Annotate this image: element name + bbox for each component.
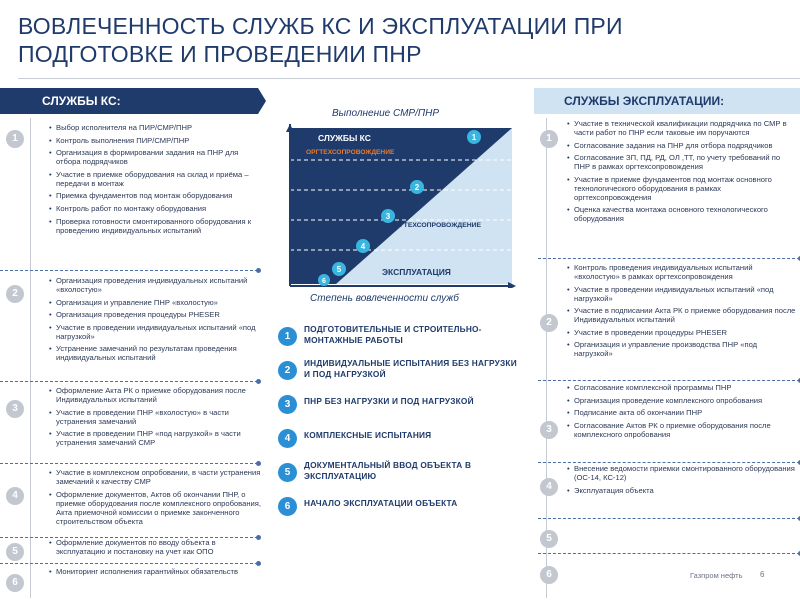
right-stage-number: 6 — [540, 566, 558, 584]
orgtech-label: ОРГТЕХСОПРОВОЖДЕНИЕ — [390, 222, 482, 229]
list-item: • Организация и управление ПНР «вхолостую» — [48, 298, 264, 307]
step-number: 6 — [278, 497, 297, 516]
list-item: • Оформление документов по вводу объекта в эксплуатацию и постановку на учет как ОПО — [48, 538, 264, 556]
diagram-top-label: Выполнение СМР/ПНР — [332, 108, 440, 119]
left-stage-5-list — [48, 538, 264, 560]
step-item — [276, 426, 530, 460]
right-timeline — [546, 118, 547, 598]
list-item: • Участие в проведении процедуры PHESER — [566, 328, 796, 337]
left-stage-3-list — [48, 386, 264, 451]
stage-divider — [0, 563, 258, 564]
ks-services-header: СЛУЖБЫ КС: — [0, 88, 258, 114]
stage-divider — [0, 270, 258, 271]
list-item: • Согласование комплексной программы ПНР — [566, 383, 796, 392]
left-stage-number: 2 — [6, 285, 24, 303]
list-item: • Организация проведения индивидуальных испытаний «вхолостую» — [48, 276, 264, 294]
list-item: • Участие в приемке фундаментов под монтаж основного технологического оборудования в рамках оргтехсопровождения — [566, 175, 796, 202]
step-number: 2 — [278, 361, 297, 380]
page-number: 6 — [760, 570, 765, 579]
brand-logo: Газпром нефть — [690, 571, 743, 580]
stage-divider — [538, 380, 800, 381]
list-item: • Организация и управление производства ПНР «под нагрузкой» — [566, 340, 796, 358]
exploitation-services-header: СЛУЖБЫ ЭКСПЛУАТАЦИИ: — [534, 88, 800, 114]
step-number: 1 — [278, 327, 297, 346]
title-divider — [18, 78, 800, 79]
step-text: ДОКУМЕНТАЛЬНЫЙ ВВОД ОБЪЕКТА В ЭКСПЛУАТАЦИЮ — [304, 460, 472, 481]
step-text: ПНР БЕЗ НАГРУЗКИ И ПОД НАГРУЗКОЙ — [304, 396, 474, 406]
right-stage-3-list — [566, 383, 796, 442]
left-stage-1-list — [48, 123, 264, 238]
diagram-bottom-label: Степень вовлеченности служб — [310, 293, 459, 304]
list-item: • Контроль выполнения ПИР/СМР/ПНР — [48, 136, 264, 145]
step-text: КОМПЛЕКСНЫЕ ИСПЫТАНИЯ — [304, 430, 432, 440]
list-item: • Оформление Акта РК о приемке оборудования после Индивидуальных испытаний — [48, 386, 264, 404]
diagram-marker-label: 3 — [385, 212, 391, 221]
diagram-marker-label: 1 — [471, 133, 477, 142]
stage-divider — [0, 463, 258, 464]
page-title: ВОВЛЕЧЕННОСТЬ СЛУЖБ КС И ЭКСПЛУАТАЦИИ ПРИ ПОДГОТОВКЕ И ПРОВЕДЕНИИ ПНР — [18, 13, 623, 67]
left-timeline — [30, 118, 31, 598]
left-stage-6-list — [48, 567, 264, 580]
left-stage-number: 5 — [6, 543, 24, 561]
left-stage-number: 3 — [6, 400, 24, 418]
list-item: • Участие в проведении ПНР «под нагрузкой» в части устранения замечаний СМР — [48, 429, 264, 447]
step-text: НАЧАЛО ЭКСПЛУАТАЦИИ ОБЪЕКТА — [304, 498, 458, 508]
list-item: • Контроль проведения индивидуальных испытаний «вхолостую» в рамках оргтехсопровождения — [566, 263, 796, 281]
list-item: • Проверка готовности смонтированного оборудования к проведению индивидуальных испытаний — [48, 217, 264, 235]
right-stage-number: 1 — [540, 130, 558, 148]
stage-divider — [538, 553, 800, 554]
list-item: • Оценка качества монтажа основного технологического оборудования — [566, 205, 796, 223]
step-number: 5 — [278, 463, 297, 482]
left-stage-2-list — [48, 276, 264, 366]
stage-divider — [538, 518, 800, 519]
stage-divider — [0, 381, 258, 382]
right-stage-4-list — [566, 464, 796, 498]
list-item: • Участие в проведении ПНР «вхолостую» в части устранения замечаний — [48, 408, 264, 426]
involvement-diagram-svg — [286, 124, 516, 288]
step-item — [276, 324, 530, 358]
list-item: • Выбор исполнителя на ПИР/СМР/ПНР — [48, 123, 264, 132]
exploitation-label: ЭКСПЛУАТАЦИЯ — [382, 267, 451, 277]
right-stage-number: 4 — [540, 478, 558, 496]
right-stage-number: 2 — [540, 314, 558, 332]
involvement-diagram — [286, 124, 516, 288]
list-item: • Подписание акта об окончании ПНР — [566, 408, 796, 417]
list-item: • Эксплуатация объекта — [566, 486, 796, 495]
right-stage-2-list — [566, 263, 796, 362]
list-item: • Приемка фундаментов под монтаж оборудования — [48, 191, 264, 200]
list-item: • Организация в формировании задания на ПНР для отбора подрядчиков — [48, 148, 264, 166]
list-item: • Участие в проведении индивидуальных испытаний «под нагрузкой» — [566, 285, 796, 303]
list-item: • Внесение ведомости приемки смонтированного оборудования (ОС-14, КС-12) — [566, 464, 796, 482]
stage-steps — [276, 324, 530, 528]
list-item: • Мониторинг исполнения гарантийных обязательств — [48, 567, 264, 576]
step-item — [276, 358, 530, 392]
diagram-marker-label: 4 — [360, 242, 366, 251]
step-item — [276, 392, 530, 426]
list-item: • Согласование Актов РК о приемке оборудования после комплексного опробования — [566, 421, 796, 439]
diagram-marker-label: 6 — [322, 278, 326, 285]
ks-label: СЛУЖБЫ КС — [318, 133, 371, 143]
step-text: ПОДГОТОВИТЕЛЬНЫЕ И СТРОИТЕЛЬНО-МОНТАЖНЫЕ РАБОТЫ — [304, 324, 482, 345]
list-item: • Согласование ЗП, ПД, РД, ОЛ ,ТТ, по учету требований по ПНР в рамках оргтехсопровождения — [566, 153, 796, 171]
step-text: ИНДИВИДУАЛЬНЫЕ ИСПЫТАНИЯ БЕЗ НАГРУЗКИ И ПОД НАГРУЗКОЙ — [304, 358, 517, 379]
list-item: • Участие в проведении индивидуальных испытаний «под нагрузкой» — [48, 323, 264, 341]
left-stage-number: 4 — [6, 487, 24, 505]
list-item: • Оформление документов, Актов об окончании ПНР, о приемке оборудования после комплексного опробования, Акта приемочной комиссии о приемке законченного строительством объекта — [48, 490, 264, 526]
right-stage-number: 3 — [540, 421, 558, 439]
ks-sub-label: ОРГТЕХСОПРОВОЖДЕНИЕ — [306, 149, 395, 156]
stage-divider — [538, 462, 800, 463]
list-item: • Согласование задания на ПНР для отбора подрядчиков — [566, 141, 796, 150]
list-item: • Участие в технической квалификации подрядчика по СМР в части работ по ПНР если таковые им поручаются — [566, 119, 796, 137]
stage-divider — [538, 258, 800, 259]
right-stage-1-list — [566, 119, 796, 227]
step-item — [276, 494, 530, 528]
step-number: 4 — [278, 429, 297, 448]
list-item: • Участие в подписании Акта РК о приемке оборудования после Индивидуальных испытаний — [566, 306, 796, 324]
list-item: • Организация проведение комплексного опробования — [566, 396, 796, 405]
diagram-marker-label: 2 — [414, 183, 420, 192]
left-stage-number: 1 — [6, 130, 24, 148]
step-item — [276, 460, 530, 494]
list-item: • Участие в приемке оборудования на склад и приёма – передачи в монтаж — [48, 170, 264, 188]
list-item: • Организация проведения процедуры PHESER — [48, 310, 264, 319]
list-item: • Участие в комплексном опробовании, в части устранения замечаний к качеству СМР — [48, 468, 264, 486]
step-number: 3 — [278, 395, 297, 414]
list-item: • Устранение замечаний по результатам проведения индивидуальных испытаний — [48, 344, 264, 362]
diagram-marker-label: 5 — [336, 265, 342, 274]
left-stage-number: 6 — [6, 574, 24, 592]
list-item: • Контроль работ по монтажу оборудования — [48, 204, 264, 213]
right-stage-number: 5 — [540, 530, 558, 548]
left-stage-4-list — [48, 468, 264, 529]
